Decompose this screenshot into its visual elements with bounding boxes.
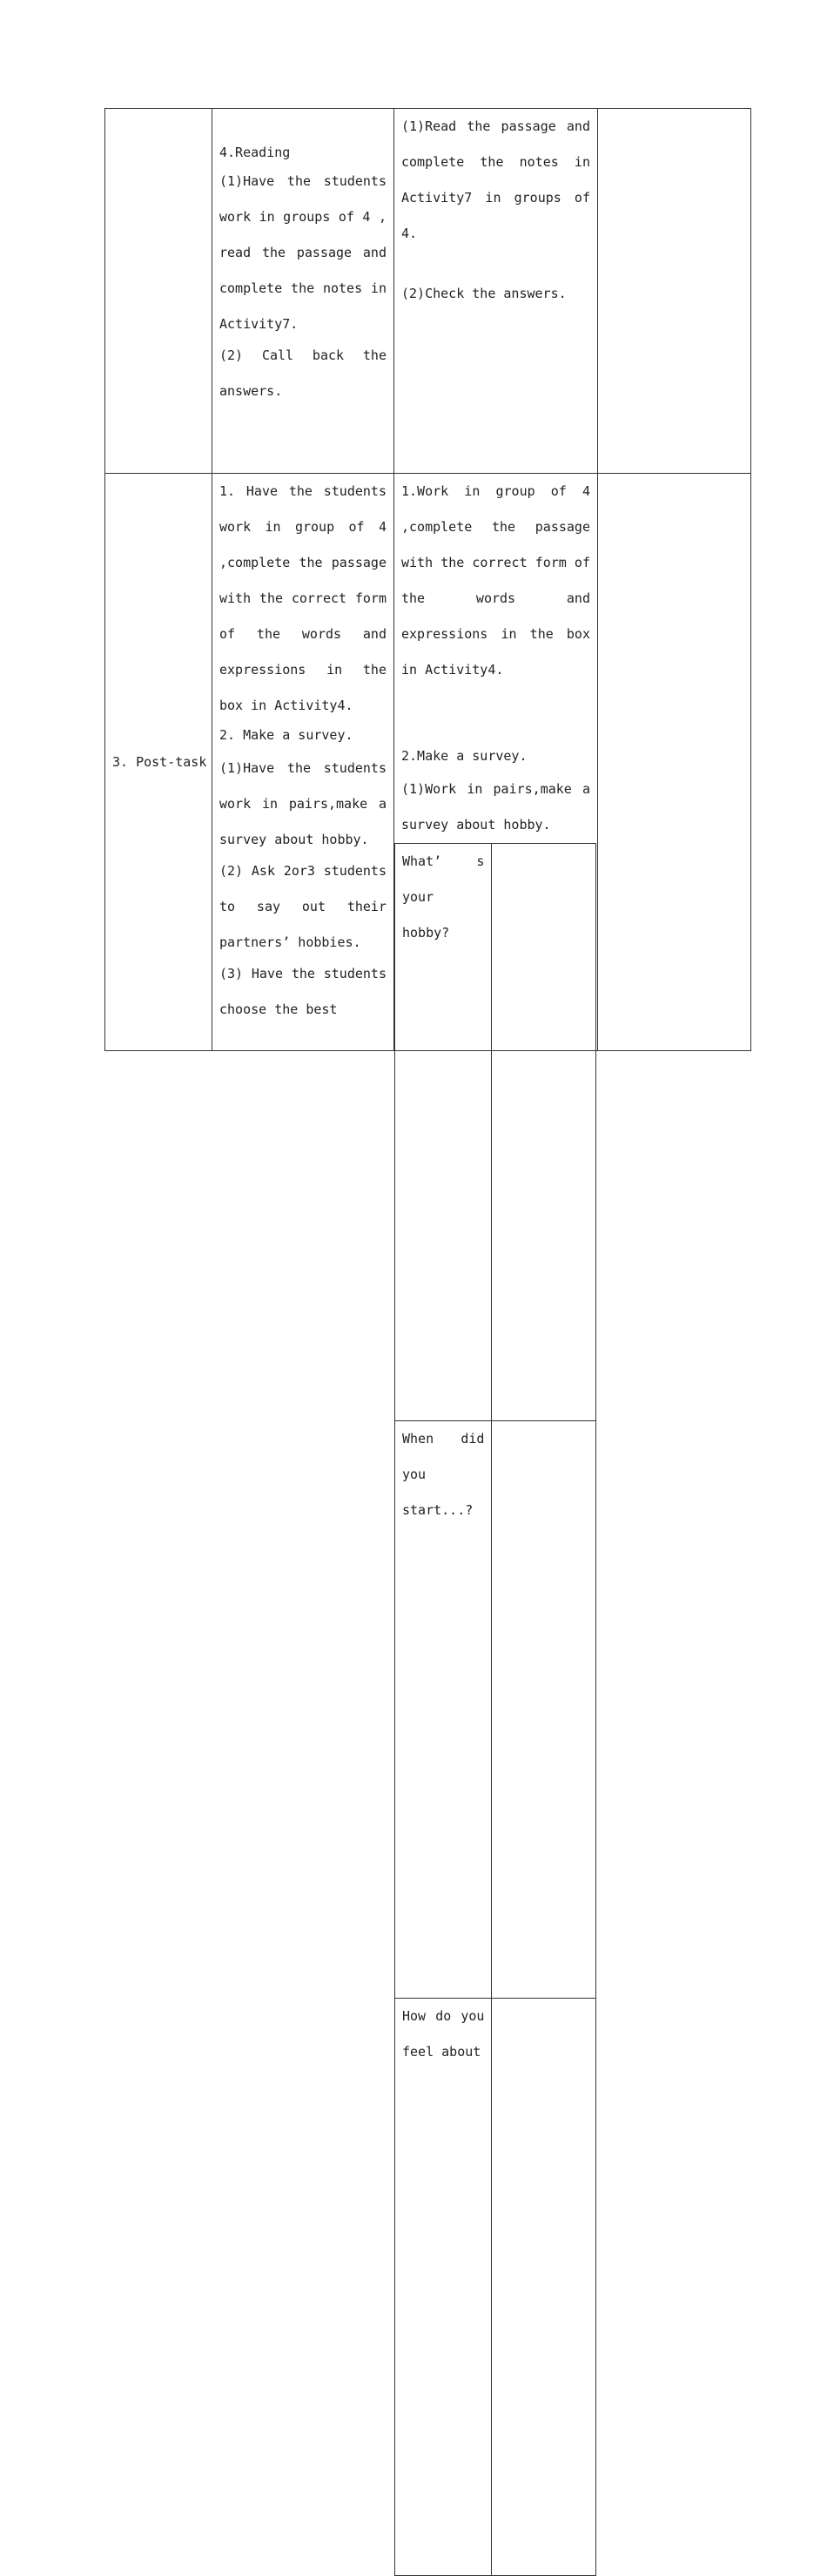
survey-answer [492,1999,596,2576]
lesson-plan-table [104,108,751,2060]
student-step: (2)Check the answers. [401,286,567,301]
teacher-activity-cell [212,109,394,474]
survey-answer [492,844,596,1421]
teacher-step: 2. Make a survey. [219,727,353,743]
notes-cell [598,109,751,474]
survey-row [395,1999,596,2576]
table-row [105,474,751,1051]
survey-question: What’ s your hobby? [395,844,492,1421]
student-step: (1)Read the passage and complete the notes in Activity7 in groups of 4. [401,118,590,241]
stage-cell [105,109,212,474]
student-activity-cell [394,109,598,474]
teacher-step: (3) Have the students choose the best [219,966,387,1017]
survey-question: When did you start...? [395,1421,492,1999]
teacher-activity-cell [212,474,394,1051]
teacher-step: (2) Call back the answers. [219,347,387,399]
teacher-step: (1)Have the students work in pairs,make a survey about hobby. [219,760,387,847]
survey-answer [492,1421,596,1999]
survey-question: How do you feel about [395,1999,492,2576]
student-activity-cell [394,474,598,2060]
stage-cell [105,474,212,1051]
stage-label: 3. Post-task [112,754,207,770]
teacher-step: (2) Ask 2or3 students to say out their partners’ hobbies. [219,863,387,950]
student-step: 2.Make a survey. [401,748,528,764]
survey-table [394,843,596,2576]
teacher-step-heading: 4.Reading [219,145,291,160]
table-row [105,109,751,474]
teacher-step: 1. Have the students work in group of 4 ,complete the passage with the correct form of the words and expressions in the box in Activity4. [219,483,387,713]
student-step: (1)Work in pairs,make a survey about hobby. [401,781,590,833]
student-step: 1.Work in group of 4 ,complete the passage with the correct form of the words and expressions in the box in Activity4. [401,483,590,678]
survey-row [395,1421,596,1999]
teacher-step: (1)Have the students work in groups of 4 , read the passage and complete the notes in Activity7. [219,173,387,332]
survey-row [395,844,596,1421]
notes-cell [598,474,751,1051]
